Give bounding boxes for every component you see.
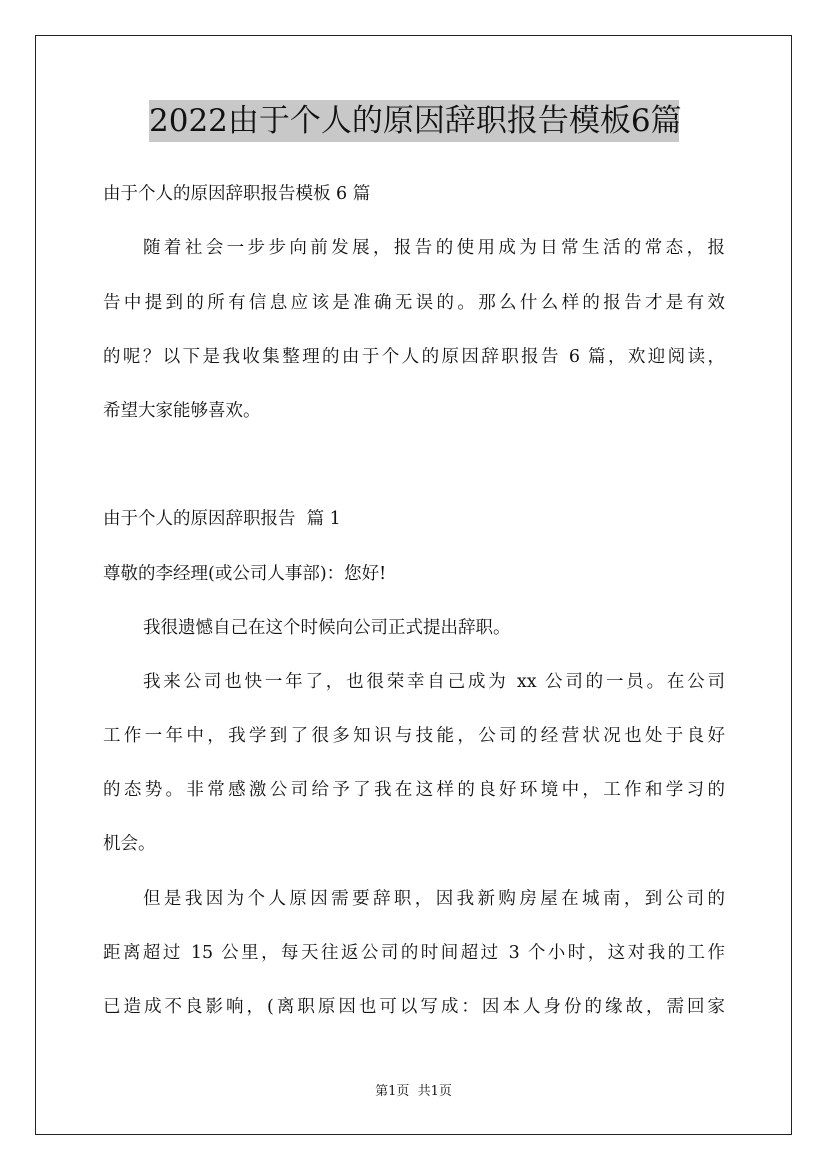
body-line: 已造成不良影响，(离职原因也可以写成：因本人身份的缘故，需回家 — [103, 997, 725, 1017]
body-line: 但是我因为个人原因需要辞职，因我新购房屋在城南，到公司的 — [143, 889, 725, 909]
intro-line: 告中提到的所有信息应该是准确无误的。那么什么样的报告才是有效 — [103, 293, 725, 313]
body-line: 工作一年中，我学到了很多知识与技能，公司的经营状况也处于良好 — [103, 726, 725, 746]
intro-line: 的呢？以下是我收集整理的由于个人的原因辞职报告 6 篇，欢迎阅读， — [103, 347, 725, 367]
intro-line: 随着社会一步步向前发展，报告的使用成为日常生活的常态，报 — [143, 238, 725, 258]
body-line: 的态势。非常感激公司给予了我在这样的良好环境中，工作和学习的 — [103, 780, 725, 800]
document-title: 2022由于个人的原因辞职报告模板6篇 — [149, 100, 679, 142]
body-line: 我来公司也快一年了，也很荣幸自己成为 xx 公司的一员。在公司 — [143, 672, 725, 692]
body-line: 机会。 — [103, 834, 156, 854]
body-line: 我很遗憾自己在这个时候向公司正式提出辞职。 — [143, 618, 511, 638]
page-number-footer: 第1页 共1页 — [375, 1084, 452, 1099]
section-heading: 由于个人的原因辞职报告 篇 1 — [103, 509, 341, 529]
intro-line: 希望大家能够喜欢。 — [103, 401, 261, 421]
document-subtitle: 由于个人的原因辞职报告模板 6 篇 — [103, 184, 371, 204]
body-line: 距离超过 15 公里，每天往返公司的时间超过 3 个小时，这对我的工作 — [103, 943, 725, 963]
salutation: 尊敬的李经理(或公司人事部)：您好! — [103, 564, 387, 584]
